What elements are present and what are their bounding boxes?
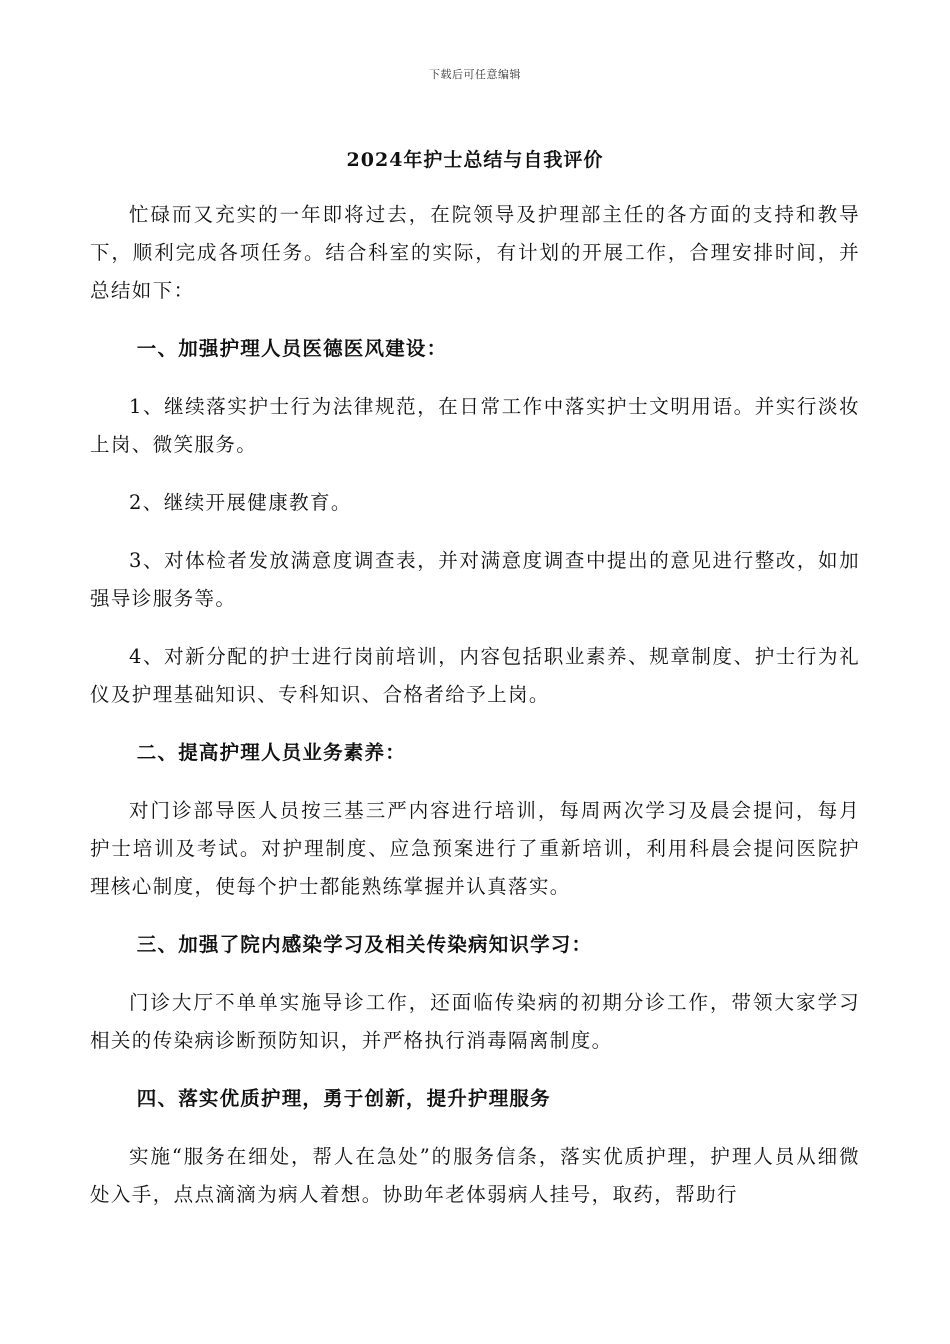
section-2-text: 对门诊部导医人员按三基三严内容进行培训，每周两次学习及晨会提问，每月护士培训及考试。对护理制度、应急预案进行了重新培训，利用科晨会提问医院护理核心制度，使每个护士都能熟练掌握并认真落实。 xyxy=(90,799,860,898)
section-4-heading: 四、落实优质护理，勇于创新，提升护理服务 xyxy=(136,1087,551,1110)
section-4-text: 实施“服务在细处，帮人在急处”的服务信条，落实优质护理，护理人员从细微处入手，点点滴滴为病人着想。协助年老体弱病人挂号，取药，帮助行 xyxy=(90,1145,860,1206)
header-note: 下载后可任意编辑 xyxy=(429,68,521,81)
section-1-item-4: 4、对新分配的护士进行岗前培训，内容包括职业素养、规章制度、护士行为礼仪及护理基础知识、专科知识、合格者给予上岗。 xyxy=(90,645,860,706)
section-1-item-3: 3、对体检者发放满意度调查表，并对满意度调查中提出的意见进行整改，如加强导诊服务等。 xyxy=(90,549,860,610)
section-1-heading: 一、加强护理人员医德医风建设： xyxy=(136,337,448,360)
section-2-heading: 二、提高护理人员业务素养： xyxy=(136,741,406,764)
section-1-item-2: 2、继续开展健康教育。 xyxy=(129,491,352,514)
document-title: 2024年护士总结与自我评价 xyxy=(346,149,604,171)
document-body xyxy=(90,196,860,1214)
section-3-text: 门诊大厅不单单实施导诊工作，还面临传染病的初期分诊工作，带领大家学习相关的传染病诊断预防知识，并严格执行消毒隔离制度。 xyxy=(90,991,860,1052)
section-3-heading: 三、加强了院内感染学习及相关传染病知识学习： xyxy=(136,933,593,956)
intro-paragraph: 忙碌而又充实的一年即将过去，在院领导及护理部主任的各方面的支持和教导下，顺利完成各项任务。结合科室的实际，有计划的开展工作，合理安排时间，并总结如下： xyxy=(90,203,860,302)
section-1-item-1: 1、继续落实护士行为法律规范，在日常工作中落实护士文明用语。并实行淡妆上岗、微笑服务。 xyxy=(90,395,860,456)
